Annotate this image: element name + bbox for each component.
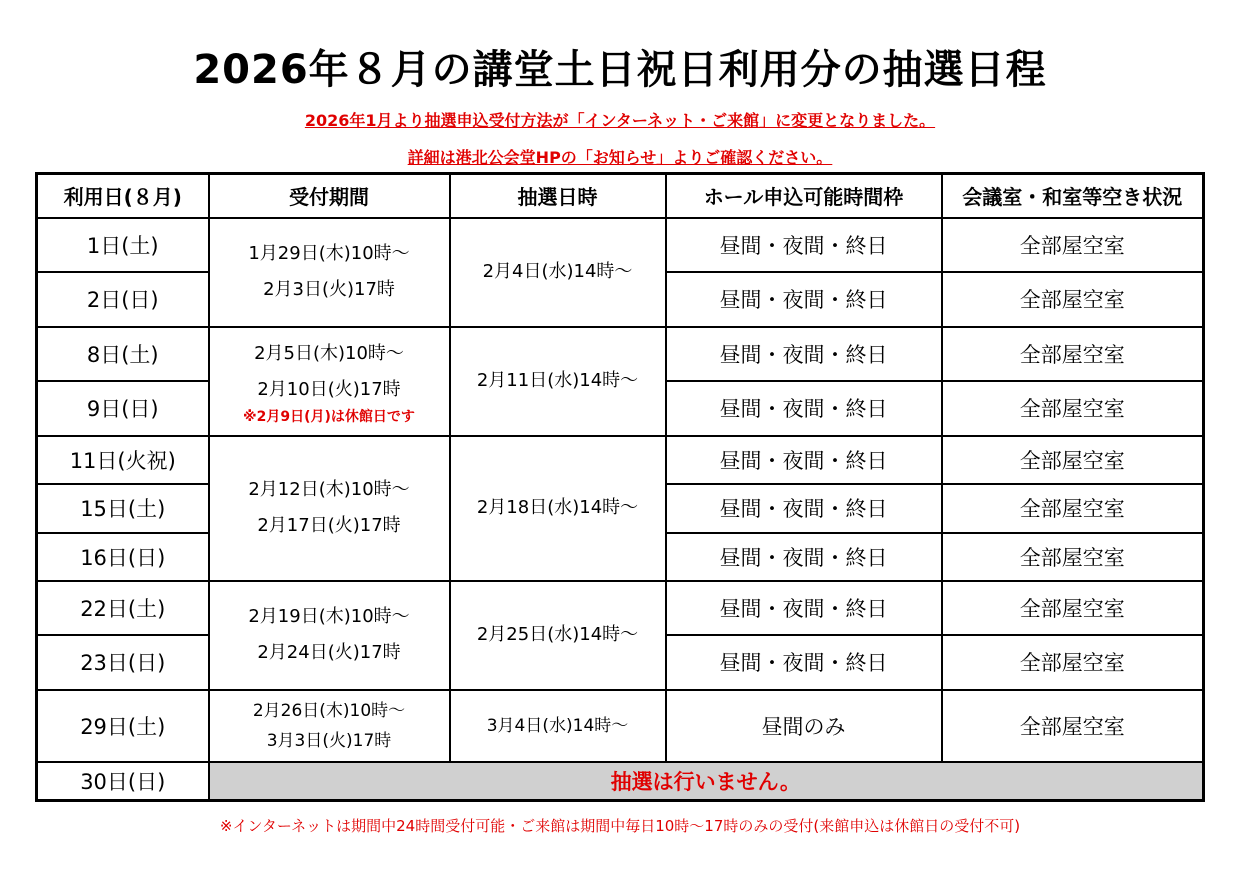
- date-cell: 29日(土): [37, 690, 209, 762]
- date-cell: 30日(日): [37, 762, 209, 801]
- hall-cell: 昼間・夜間・終日: [666, 327, 942, 381]
- header-date: 利用日(８月): [37, 174, 209, 218]
- hall-cell: 昼間・夜間・終日: [666, 635, 942, 690]
- date-cell: 8日(土): [37, 327, 209, 381]
- period-cell: 2月26日(木)10時～ 3月3日(火)17時: [209, 690, 450, 762]
- header-lottery: 抽選日時: [450, 174, 666, 218]
- rooms-cell: 全部屋空室: [942, 218, 1204, 272]
- date-cell: 11日(火祝): [37, 436, 209, 484]
- hall-cell: 昼間・夜間・終日: [666, 484, 942, 533]
- table-row: [37, 218, 1204, 272]
- date-cell: 16日(日): [37, 533, 209, 581]
- table-row: [37, 436, 1204, 484]
- date-cell: 1日(土): [37, 218, 209, 272]
- date-cell: 15日(土): [37, 484, 209, 533]
- date-cell: 9日(日): [37, 381, 209, 436]
- table-row: [37, 762, 1204, 801]
- lottery-cell: 2月11日(水)14時～: [450, 327, 666, 436]
- closed-day-note: ※2月9日(月)は休館日です: [243, 409, 415, 425]
- date-cell: 2日(日): [37, 272, 209, 327]
- period-cell: 2月5日(木)10時～ 2月10日(火)17時 ※2月9日(月)は休館日です: [209, 327, 450, 436]
- schedule-table: [35, 172, 1205, 802]
- notice-method-change: 2026年1月より抽選申込受付方法が「インターネット・ご来館」に変更となりました。: [304, 111, 936, 130]
- notice-details: 詳細は港北公会堂HPの「お知らせ」よりご確認ください。: [407, 148, 833, 167]
- hall-cell: 昼間・夜間・終日: [666, 381, 942, 436]
- rooms-cell: 全部屋空室: [942, 690, 1204, 762]
- date-cell: 23日(日): [37, 635, 209, 690]
- rooms-cell: 全部屋空室: [942, 272, 1204, 327]
- hall-cell: 昼間・夜間・終日: [666, 272, 942, 327]
- rooms-cell: 全部屋空室: [942, 436, 1204, 484]
- hall-cell: 昼間・夜間・終日: [666, 533, 942, 581]
- rooms-cell: 全部屋空室: [942, 327, 1204, 381]
- period-cell: 2月19日(木)10時～ 2月24日(火)17時: [209, 581, 450, 690]
- footnote: ※インターネットは期間中24時間受付可能・ご来館は期間中毎日10時～17時のみの受付(来館申込は休館日の受付不可): [219, 817, 1021, 835]
- rooms-cell: 全部屋空室: [942, 533, 1204, 581]
- table-row: [37, 327, 1204, 381]
- header-rooms: 会議室・和室等空き状況: [942, 174, 1204, 218]
- hall-cell: 昼間・夜間・終日: [666, 218, 942, 272]
- hall-cell: 昼間のみ: [666, 690, 942, 762]
- lottery-cell: 2月25日(水)14時～: [450, 581, 666, 690]
- lottery-cell: 2月4日(水)14時～: [450, 218, 666, 327]
- hall-cell: 昼間・夜間・終日: [666, 581, 942, 635]
- no-lottery-cell: 抽選は行いません。: [209, 762, 1204, 801]
- hall-cell: 昼間・夜間・終日: [666, 436, 942, 484]
- header-row: [37, 174, 1204, 218]
- header-period: 受付期間: [209, 174, 450, 218]
- period-cell: 2月12日(木)10時～ 2月17日(火)17時: [209, 436, 450, 581]
- table-row: [37, 581, 1204, 635]
- table-row: [37, 690, 1204, 762]
- period-cell: 1月29日(木)10時～ 2月3日(火)17時: [209, 218, 450, 327]
- lottery-cell: 2月18日(水)14時～: [450, 436, 666, 581]
- date-cell: 22日(土): [37, 581, 209, 635]
- rooms-cell: 全部屋空室: [942, 635, 1204, 690]
- lottery-cell: 3月4日(水)14時～: [450, 690, 666, 762]
- rooms-cell: 全部屋空室: [942, 484, 1204, 533]
- header-hall: ホール申込可能時間枠: [666, 174, 942, 218]
- rooms-cell: 全部屋空室: [942, 381, 1204, 436]
- page-title: 2026年８月の講堂土日祝日利用分の抽選日程: [193, 47, 1047, 93]
- rooms-cell: 全部屋空室: [942, 581, 1204, 635]
